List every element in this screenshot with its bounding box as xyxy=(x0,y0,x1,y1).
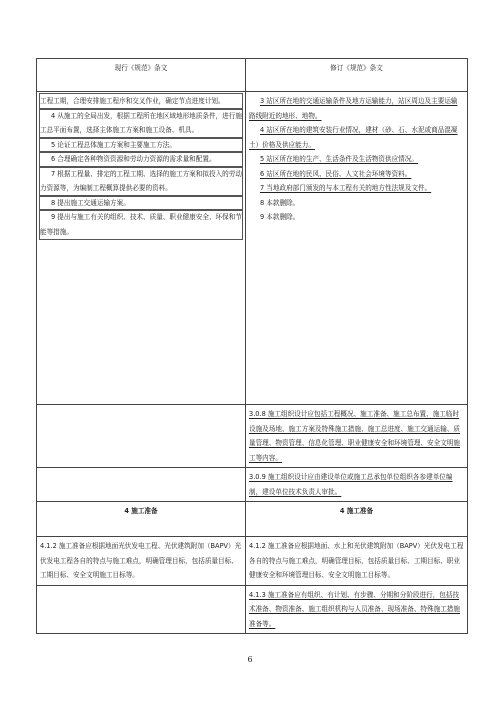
clause-text: 4.1.2 施工准备应根据地面光伏发电工程、光伏建筑附加（BAPV）光伏发电工程各自的特点与施工难点，明确管理目标，包括质量目标、工期目标、安全文明施工目标等。 xyxy=(40,542,242,579)
table-row xyxy=(37,468,468,502)
revised-cell xyxy=(246,537,468,586)
current-cell-empty xyxy=(37,585,246,634)
clause-text: 6 站区所在地的民风、民俗、人文社会环境等资料。 xyxy=(260,169,412,178)
revised-cell xyxy=(246,405,468,468)
current-cell-empty xyxy=(37,468,246,502)
table-header-row xyxy=(37,59,468,92)
clause-text: 8 本款删除。 xyxy=(260,198,300,207)
clause-text: 4 从施工的全局出发，根据工程所在地区域地形地质条件，进行施工总平面布置，选择主体施工方案和施工设备、机具。 xyxy=(40,109,242,138)
comparison-table xyxy=(36,58,468,634)
revised-cell xyxy=(246,468,468,502)
clause-text: 4.1.3 施工准备应有组织、有计划、有步骤、分期和分阶段进行，包括技术准备、物资准备、施工组织机构与人员准备、现场准备、特殊施工措施准备等。 xyxy=(249,590,460,628)
header-current-clauses: 现行《规范》条文 xyxy=(37,59,246,92)
section-heading-revised: 4 施工准备 xyxy=(246,502,468,537)
clause-text: 8 提出施工交通运输方案。 xyxy=(40,196,242,211)
clause-text: 4.1.2 施工准备应根据地面、水上和光伏建筑附加（BAPV）光伏发电工程各自的特点与施工难点，明确管理目标，包括质量目标、工期目标、职业健康安全和环境管理目标、安全文明施工目标等。 xyxy=(249,542,464,579)
section-heading-current: 4 施工准备 xyxy=(37,502,246,537)
clause-text: 3.0.8 施工组织设计应包括工程概况、施工准备、施工总布置、施工临时设施及场地、施工方案及特殊施工措施、施工总进度、施工交通运输、质量管理、物资管理、信息化管理、职业健康安全和环境管理、安全文明施工等内容。 xyxy=(249,410,460,462)
current-cell xyxy=(37,92,246,405)
revised-cell xyxy=(246,92,468,405)
clause-text: 7 根据工程量、排定的工程工期、选择的施工方案和拟投入的劳动力资源等，为编制工程概算提供必要的资料。 xyxy=(40,167,242,196)
table-row xyxy=(37,405,468,468)
revised-cell xyxy=(246,585,468,634)
table-row xyxy=(37,585,468,634)
clause-text: 9 本款删除。 xyxy=(260,213,300,221)
page-number: 6 xyxy=(247,655,253,664)
current-cell-empty xyxy=(37,405,246,468)
clause-text: 3 站区所在地的交通运输条件及地方运输能力，站区周边及主要运输路线附近的地形、地物。 xyxy=(249,97,458,120)
clause-text: 5 站区所在地的生产、生活条件及生活物资供应情况。 xyxy=(260,155,418,163)
current-cell xyxy=(37,537,246,586)
table-row xyxy=(37,537,468,586)
section-heading-row xyxy=(37,502,468,537)
table-row xyxy=(37,92,468,405)
clause-text: 7 当地政府部门颁发的与本工程有关的地方性法规及文件。 xyxy=(260,184,432,192)
header-revised-clauses: 修订《规范》条文 xyxy=(246,59,468,92)
clause-text: 4 站区所在地的建筑安装行业情况，建材（砂、石、水泥或商品混凝土）价格及供应能力。 xyxy=(249,126,458,149)
clause-text: 6 合理确定各种物资资源和劳动力资源的需求量和配置。 xyxy=(40,152,242,167)
clause-text: 3.0.9 施工组织设计应由建设单位或施工总承包单位组织各参建单位编制，建设单位技术负责人审批。 xyxy=(249,473,453,496)
clause-text: 5 论证工程总体施工方案和主要施工方法。 xyxy=(40,138,242,153)
clause-text: 9 提出与施工有关的组织、技术、质量、职业健康安全、环保和节能等措施。 xyxy=(40,210,242,239)
clause-text: 工程工期，合理安排施工程序和交叉作业，确定节点进度计划。 xyxy=(40,94,242,109)
